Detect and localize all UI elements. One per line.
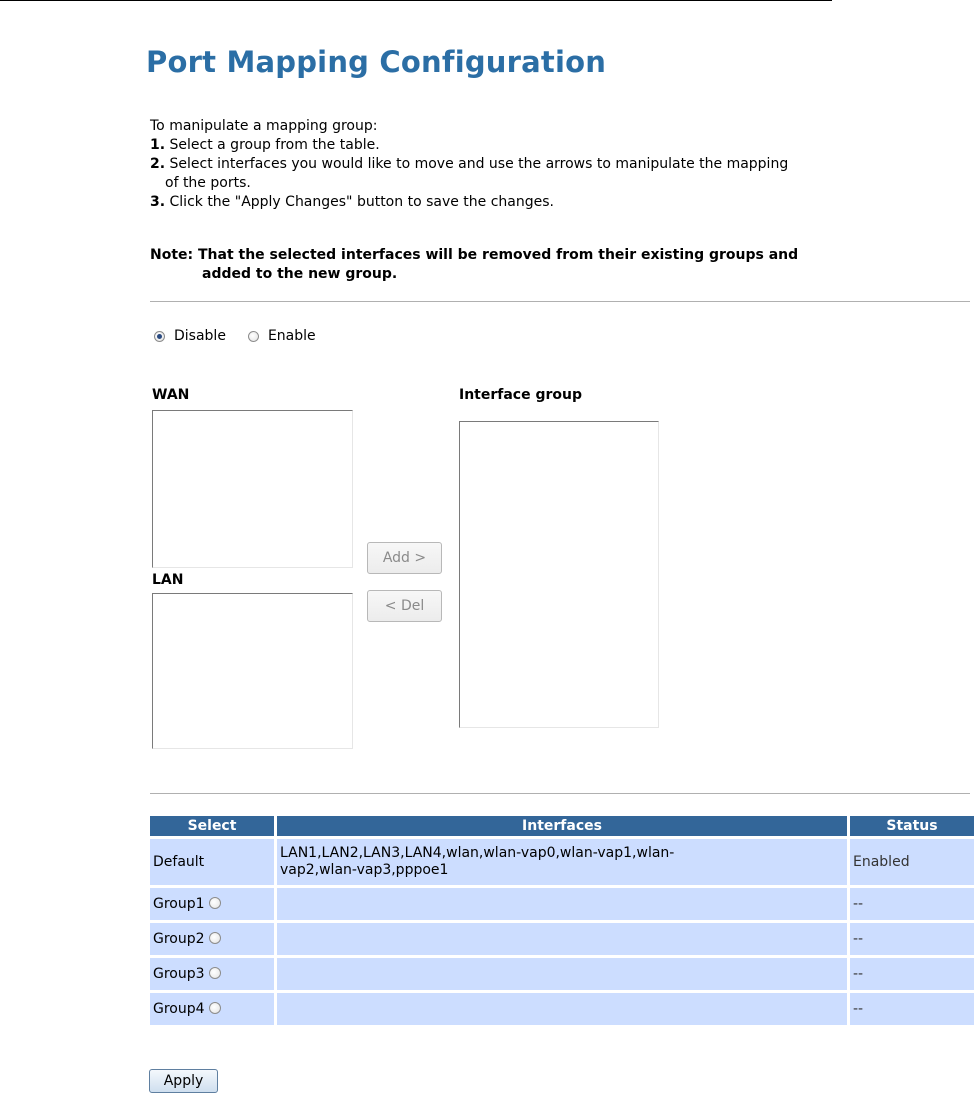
table-header-row [150,816,974,836]
section-divider [150,301,970,302]
instructions-intro: To manipulate a mapping group: [150,118,378,134]
instruction-step-3: 3. Click the "Apply Changes" button to save the changes. [150,194,554,210]
header-interfaces: Interfaces [277,816,847,836]
interface-group-listbox[interactable] [459,421,659,728]
lan-label: LAN [152,572,184,588]
enable-radio[interactable] [248,331,259,342]
table-row [150,888,974,920]
add-button[interactable]: Add > [367,542,442,574]
row-select-group3: Group3 [150,958,274,990]
table-divider [150,793,970,794]
table-row [150,993,974,1025]
row-interfaces [277,888,847,920]
row-interfaces [277,923,847,955]
note-text: Note: That the selected interfaces will be removed from their existing groups and added to the new group. [150,247,799,282]
instruction-step-2: 2. Select interfaces you would like to move and use the arrows to manipulate the mapping of the ports. [150,156,789,191]
row-select-group1: Group1 [150,888,274,920]
disable-radio[interactable] [154,331,165,342]
mode-radio-group [154,328,338,344]
header-select: Select [150,816,274,836]
row-status: -- [850,993,974,1025]
interface-group-label: Interface group [459,387,583,403]
row-select-default: Default [150,839,274,885]
group3-radio[interactable] [209,967,221,979]
del-button[interactable]: < Del [367,590,442,622]
row-interfaces: LAN1,LAN2,LAN3,LAN4,wlan,wlan-vap0,wlan-vap1,wlan- vap2,wlan-vap3,pppoe1 [277,839,847,885]
group4-radio[interactable] [209,1002,221,1014]
disable-label[interactable]: Disable [174,328,226,344]
row-interfaces [277,958,847,990]
row-status: -- [850,888,974,920]
table-row [150,923,974,955]
row-select-group2: Group2 [150,923,274,955]
enable-label[interactable]: Enable [267,328,316,344]
row-interfaces [277,993,847,1025]
wan-label: WAN [152,387,190,403]
page-title: Port Mapping Configuration [146,45,607,79]
row-status: Enabled [850,839,974,885]
table-row [150,839,974,885]
row-select-group4: Group4 [150,993,274,1025]
instructions [150,117,970,212]
group1-radio[interactable] [209,897,221,909]
groups-table [147,813,977,1028]
wan-listbox[interactable] [152,410,353,568]
row-status: -- [850,958,974,990]
group2-radio[interactable] [209,932,221,944]
lan-listbox[interactable] [152,593,353,749]
row-status: -- [850,923,974,955]
table-row [150,958,974,990]
top-divider [0,0,832,1]
header-status: Status [850,816,974,836]
instruction-step-1: 1. Select a group from the table. [150,137,380,153]
apply-button[interactable]: Apply [149,1069,218,1093]
